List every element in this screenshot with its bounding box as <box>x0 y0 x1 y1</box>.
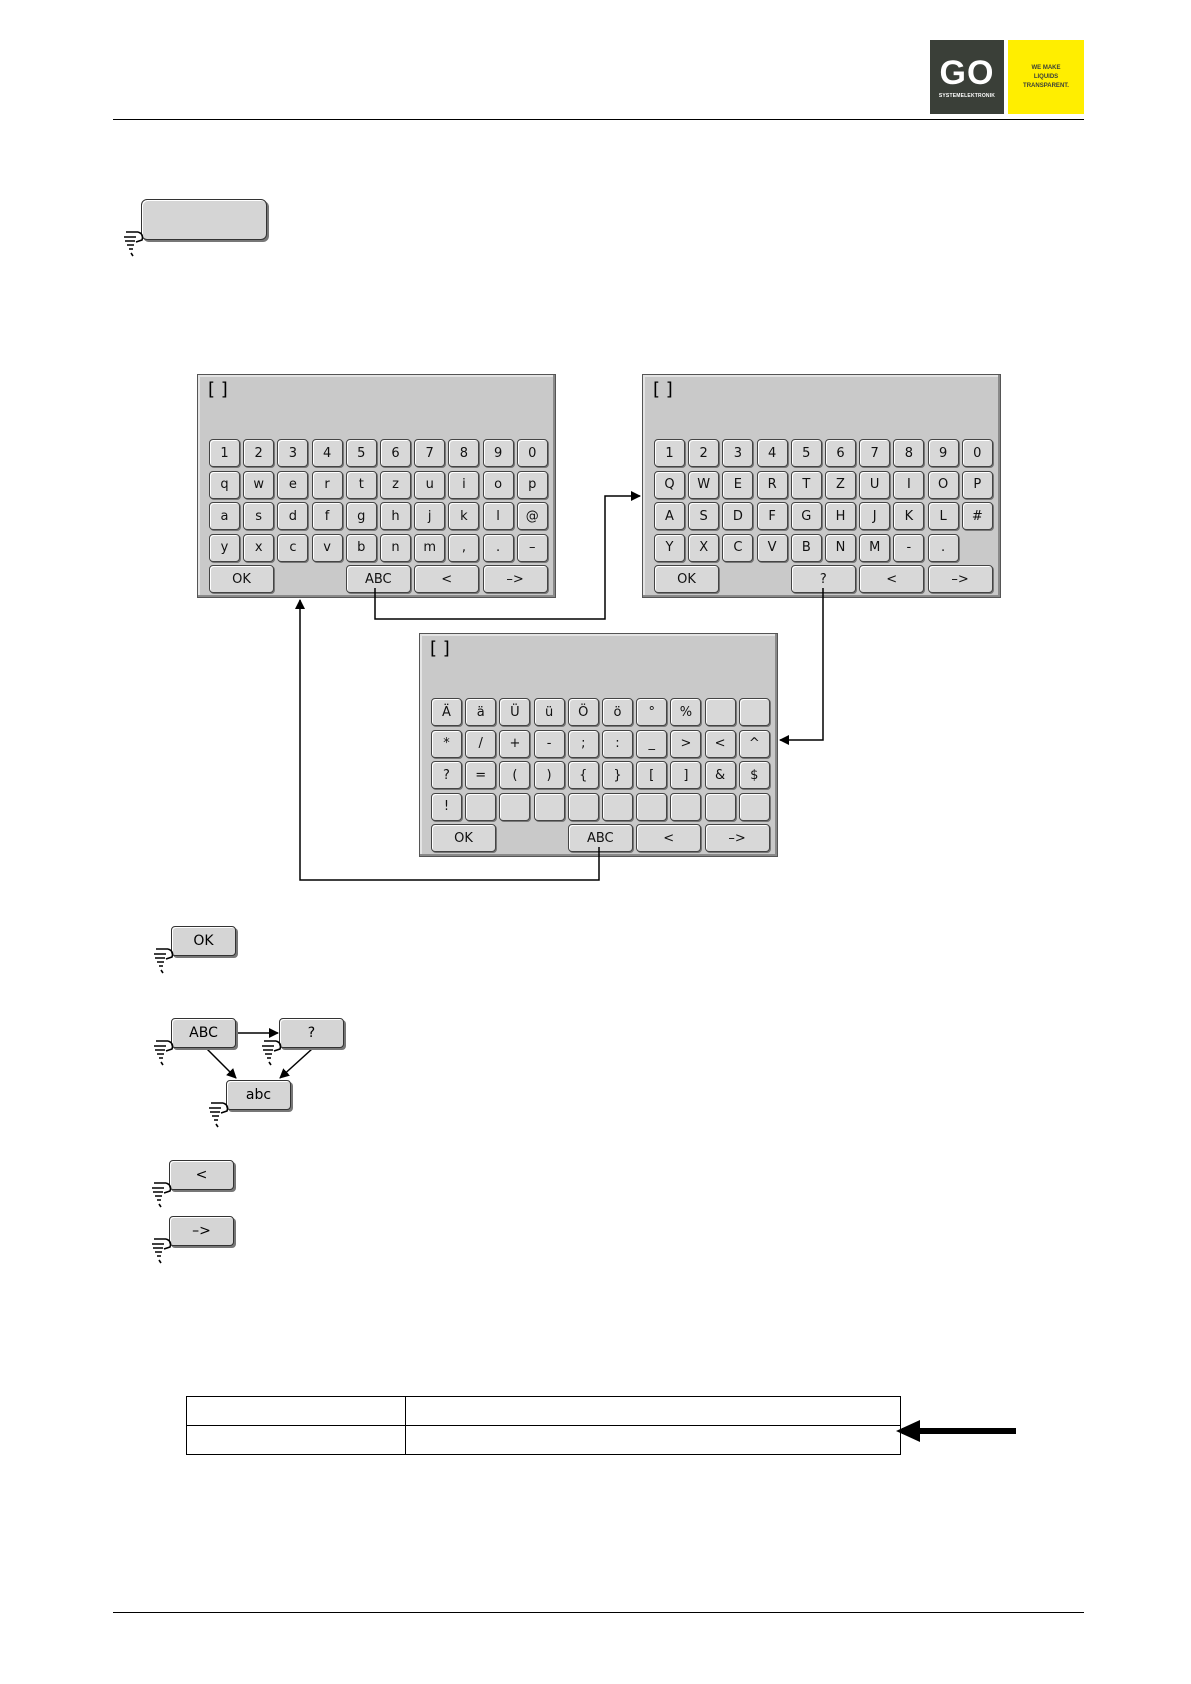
key[interactable]: Y <box>654 534 685 562</box>
cursor-left-key[interactable]: < <box>859 565 924 593</box>
key[interactable]: n <box>380 534 411 562</box>
empty-table <box>186 1396 901 1455</box>
key[interactable]: j <box>414 502 445 530</box>
key[interactable]: 4 <box>312 439 343 467</box>
key[interactable]: 1 <box>654 439 685 467</box>
arrow-upper-to-special <box>780 588 823 740</box>
pointing-hand-icon <box>148 1235 176 1265</box>
key[interactable]: y <box>209 534 240 562</box>
table-cell <box>406 1397 901 1426</box>
key[interactable]: ö <box>602 698 633 726</box>
key[interactable]: m <box>414 534 445 562</box>
key[interactable]: 6 <box>825 439 856 467</box>
key[interactable]: Ö <box>568 698 599 726</box>
key[interactable]: p <box>517 471 548 499</box>
cursor-right-key[interactable]: –> <box>483 565 548 593</box>
key[interactable]: G <box>791 502 822 530</box>
key[interactable]: R <box>757 471 788 499</box>
key[interactable]: t <box>346 471 377 499</box>
key[interactable]: F <box>757 502 788 530</box>
key[interactable]: { <box>568 761 599 789</box>
key[interactable]: 7 <box>859 439 890 467</box>
key[interactable]: x <box>243 534 274 562</box>
key[interactable]: P <box>962 471 993 499</box>
cursor-right-key[interactable]: –> <box>705 824 770 852</box>
key[interactable]: 7 <box>414 439 445 467</box>
key[interactable]: & <box>705 761 736 789</box>
key[interactable]: 5 <box>346 439 377 467</box>
key[interactable]: Ü <box>499 698 530 726</box>
key[interactable]: 1 <box>209 439 240 467</box>
key[interactable]: 6 <box>380 439 411 467</box>
key[interactable]: – <box>517 534 548 562</box>
key[interactable]: N <box>825 534 856 562</box>
key[interactable]: } <box>602 761 633 789</box>
pointing-hand-icon <box>205 1099 233 1129</box>
key[interactable]: u <box>414 471 445 499</box>
key[interactable]: ( <box>499 761 530 789</box>
key[interactable]: k <box>448 502 479 530</box>
key[interactable]: V <box>757 534 788 562</box>
key[interactable]: g <box>346 502 377 530</box>
key[interactable]: - <box>893 534 924 562</box>
key[interactable]: W <box>688 471 719 499</box>
key[interactable]: % <box>670 698 701 726</box>
key[interactable]: Q <box>654 471 685 499</box>
key[interactable]: X <box>688 534 719 562</box>
legend-abc-lower-button[interactable]: abc <box>226 1080 291 1110</box>
pointing-hand-icon <box>148 1179 176 1209</box>
key[interactable]: O <box>928 471 959 499</box>
cursor-left-key[interactable]: < <box>414 565 479 593</box>
key[interactable]: - <box>534 730 565 758</box>
table-cell <box>187 1397 406 1426</box>
key[interactable]: a <box>209 502 240 530</box>
key[interactable]: $ <box>739 761 770 789</box>
key[interactable]: U <box>859 471 890 499</box>
table-cell <box>406 1426 901 1455</box>
key[interactable]: E <box>722 471 753 499</box>
ok-key[interactable]: OK <box>431 824 496 852</box>
key[interactable]: D <box>722 502 753 530</box>
key[interactable]: 9 <box>928 439 959 467</box>
arrow-abc-to-abclower <box>207 1049 236 1078</box>
input-display: [ ] <box>208 379 228 400</box>
key[interactable]: @ <box>517 502 548 530</box>
key[interactable]: A <box>654 502 685 530</box>
key[interactable]: ? <box>431 761 462 789</box>
key[interactable]: , <box>448 534 479 562</box>
ok-key[interactable]: OK <box>209 565 274 593</box>
arrow-special-to-lower <box>300 600 599 880</box>
key[interactable]: # <box>962 502 993 530</box>
key[interactable]: : <box>602 730 633 758</box>
legend-question-button[interactable]: ? <box>279 1018 344 1048</box>
key[interactable]: i <box>448 471 479 499</box>
key[interactable]: / <box>465 730 496 758</box>
legend-right-button[interactable]: –> <box>169 1216 234 1246</box>
key[interactable]: h <box>380 502 411 530</box>
mode-key[interactable]: ? <box>791 565 856 593</box>
mode-key[interactable]: ABC <box>346 565 411 593</box>
key[interactable]: ä <box>465 698 496 726</box>
key[interactable]: ; <box>568 730 599 758</box>
key[interactable]: < <box>705 730 736 758</box>
key[interactable]: f <box>312 502 343 530</box>
key[interactable]: _ <box>636 730 667 758</box>
key[interactable]: ü <box>534 698 565 726</box>
key[interactable]: L <box>928 502 959 530</box>
key[interactable]: l <box>483 502 514 530</box>
legend-abc-button[interactable]: ABC <box>171 1018 236 1048</box>
key[interactable]: 3 <box>722 439 753 467</box>
cursor-left-key[interactable]: < <box>636 824 701 852</box>
key[interactable]: . <box>483 534 514 562</box>
key[interactable]: w <box>243 471 274 499</box>
table-row <box>187 1397 901 1426</box>
key[interactable]: > <box>670 730 701 758</box>
key[interactable]: o <box>483 471 514 499</box>
key[interactable]: 4 <box>757 439 788 467</box>
ok-key[interactable]: OK <box>654 565 719 593</box>
key[interactable]: ! <box>431 793 462 821</box>
key[interactable]: ° <box>636 698 667 726</box>
pointing-hand-icon <box>150 945 178 975</box>
key[interactable]: ] <box>670 761 701 789</box>
logo-brand: GO <box>939 53 995 92</box>
pointing-hand-icon <box>120 228 148 258</box>
key[interactable]: 0 <box>962 439 993 467</box>
slogan-line-3: TRANSPARENT. <box>1023 82 1069 89</box>
slogan-line-1: WE MAKE <box>1031 64 1061 71</box>
key[interactable]: [ <box>636 761 667 789</box>
arrow-lower-to-upper <box>375 496 640 619</box>
key[interactable]: + <box>499 730 530 758</box>
key[interactable]: q <box>209 471 240 499</box>
pointing-hand-icon <box>258 1037 286 1067</box>
legend-ok-button[interactable]: OK <box>171 926 236 956</box>
legend-left-button[interactable]: < <box>169 1160 234 1190</box>
slogan-line-2: LIQUIDS <box>1033 73 1059 80</box>
key[interactable]: r <box>312 471 343 499</box>
key[interactable]: T <box>791 471 822 499</box>
table-cell <box>187 1426 406 1455</box>
mode-key[interactable]: ABC <box>568 824 633 852</box>
key[interactable]: K <box>893 502 924 530</box>
key[interactable]: z <box>380 471 411 499</box>
key[interactable]: 0 <box>517 439 548 467</box>
key[interactable]: 5 <box>791 439 822 467</box>
key[interactable]: ) <box>534 761 565 789</box>
footer-divider <box>113 1612 1084 1613</box>
pointing-hand-icon <box>150 1037 178 1067</box>
key[interactable]: S <box>688 502 719 530</box>
key[interactable]: Ä <box>431 698 462 726</box>
key[interactable]: 2 <box>688 439 719 467</box>
key[interactable]: e <box>277 471 308 499</box>
key[interactable]: b <box>346 534 377 562</box>
key[interactable]: 8 <box>893 439 924 467</box>
key[interactable]: I <box>893 471 924 499</box>
key[interactable]: = <box>465 761 496 789</box>
key[interactable]: ^ <box>739 730 770 758</box>
key[interactable]: 8 <box>448 439 479 467</box>
table-row <box>187 1426 901 1455</box>
key[interactable]: . <box>928 534 959 562</box>
input-display: [ ] <box>653 379 673 400</box>
key[interactable]: d <box>277 502 308 530</box>
key[interactable]: s <box>243 502 274 530</box>
key[interactable]: H <box>825 502 856 530</box>
key[interactable]: Z <box>825 471 856 499</box>
key[interactable]: 9 <box>483 439 514 467</box>
logo-subtitle: SYSTEMELEKTRONIK <box>938 92 996 99</box>
key[interactable]: v <box>312 534 343 562</box>
key[interactable]: C <box>722 534 753 562</box>
key[interactable]: B <box>791 534 822 562</box>
input-display: [ ] <box>430 638 450 659</box>
key[interactable]: 2 <box>243 439 274 467</box>
cursor-right-key[interactable]: –> <box>928 565 993 593</box>
key[interactable]: 3 <box>277 439 308 467</box>
key[interactable]: c <box>277 534 308 562</box>
key[interactable]: J <box>859 502 890 530</box>
key[interactable]: M <box>859 534 890 562</box>
key[interactable]: * <box>431 730 462 758</box>
